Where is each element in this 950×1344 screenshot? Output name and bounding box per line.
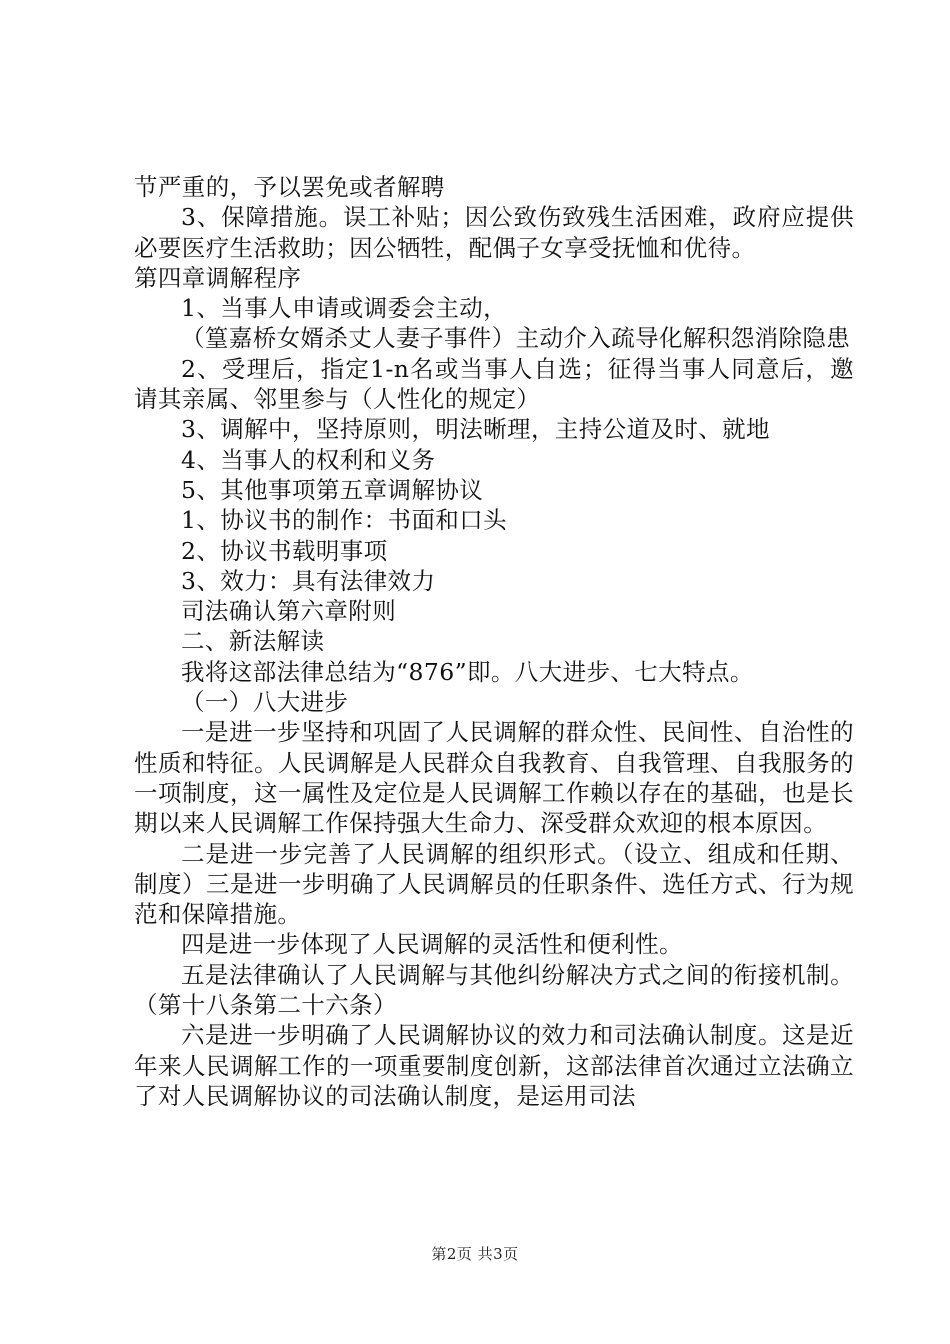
paragraph-advance-5: 五是法律确认了人民调解与其他纠纷解决方式之间的衔接机制。（第十八条第二十六条）	[134, 960, 854, 1020]
paragraph-agreement-1: 1、协议书的制作：书面和口头	[181, 506, 508, 535]
subsection-heading-eight-advances: （一）八大进步	[181, 688, 349, 717]
paragraph-continuation: 节严重的，予以罢免或者解聘	[134, 173, 445, 201]
paragraph-procedure-example: （篁嘉桥女婿杀丈人妻子事件）主动介入疏导化解积怨消除隐患	[181, 324, 851, 353]
paragraph-procedure-5: 5、其他事项第五章调解协议	[181, 475, 484, 504]
section-heading-interpretation: 二、新法解读	[181, 627, 325, 656]
paragraph-procedure-2: 2、受理后，指定1-n名或当事人自选；征得当事人同意后，邀请其亲属、邻里参与（人性化的规定）	[134, 354, 854, 414]
paragraph-advance-2-3: 二是进一步完善了人民调解的组织形式。（设立、组成和任期、制度）三是进一步明确了人民调解员的任职条件、选任方式、行为规范和保障措施。	[134, 839, 854, 929]
page-number-footer: 第2页 共3页	[431, 1245, 519, 1263]
paragraph-summary-876: 我将这部法律总结为“876”即。八大进步、七大特点。	[181, 657, 754, 686]
paragraph-agreement-3: 3、效力：具有法律效力	[181, 566, 436, 595]
paragraph-advance-6: 六是进一步明确了人民调解协议的效力和司法确认制度。这是近年来人民调解工作的一项重要制度创新，这部法律首次通过立法确立了对人民调解协议的司法确认制度，是运用司法	[134, 1021, 854, 1110]
paragraph-judicial-confirmation: 司法确认第六章附则	[181, 597, 397, 626]
document-body	[134, 172, 854, 1111]
paragraph-advance-1: 一是进一步坚持和巩固了人民调解的群众性、民间性、自治性的性质和特征。人民调解是人民群众自我教育、自我管理、自我服务的一项制度，这一属性及定位是人民调解工作赖以存在的基础，也是长期以来人民调解工作保持强大生命力、深受群众欢迎的根本原因。	[134, 718, 854, 838]
paragraph-procedure-1: 1、当事人申请或调委会主动，	[181, 294, 508, 323]
paragraph-safeguard-measures: 3、保障措施。误工补贴；因公致伤致残生活困难，政府应提供必要医疗生活救助；因公牺牲，配偶子女享受抚恤和优待。	[134, 203, 854, 262]
paragraph-agreement-2: 2、协议书载明事项	[181, 536, 388, 565]
paragraph-procedure-3: 3、调解中，坚持原则，明法晰理，主持公道及时、就地	[181, 415, 770, 444]
chapter-heading-4: 第四章调解程序	[134, 263, 302, 292]
paragraph-advance-4: 四是进一步体现了人民调解的灵活性和便利性。	[181, 930, 683, 959]
paragraph-procedure-4: 4、当事人的权利和义务	[181, 445, 436, 474]
